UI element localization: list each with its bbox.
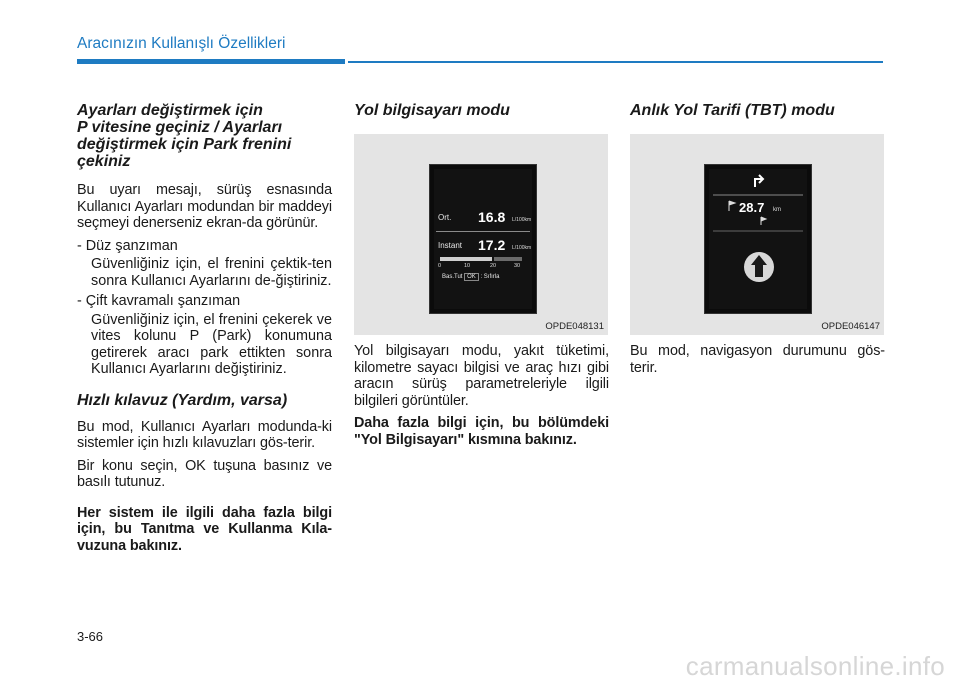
header-rule-thin (348, 61, 883, 63)
tick-0: 0 (438, 263, 442, 269)
cluster-display-trip (429, 164, 537, 314)
paragraph-trip-more-info: Daha fazla bilgi için, bu bölümdeki "Yol Bilgisayarı" kısmına bakınız. (354, 415, 609, 448)
destination-flag-icon (729, 201, 735, 211)
paragraph-quick-guide: Bu mod, Kullanıcı Ayarları modunda-ki sistemler için hızlı kılavuzları gös-terir. (77, 418, 332, 451)
instant-bar (440, 257, 492, 261)
avg-value: 16.8 (478, 209, 506, 225)
tick-20: 20 (490, 263, 497, 269)
waypoint-flag-icon (761, 217, 766, 225)
avg-label: Ort. (438, 213, 452, 222)
reset-hint: Bas.Tut OK : Sıfırla (442, 274, 500, 280)
tick-10: 10 (464, 263, 471, 269)
instant-unit: L/100km (512, 245, 532, 251)
section-header-title: Aracınızın Kullanışlı Özellikleri (77, 35, 286, 52)
display-separator (436, 231, 530, 232)
list-item-manual-label: - Düz şanzıman (77, 237, 178, 254)
instant-value: 17.2 (478, 237, 506, 253)
paragraph-select-topic: Bir konu seçin, OK tuşuna basınız ve basılı tutunuz. (77, 457, 332, 490)
figure-code: OPDE048131 (545, 321, 604, 332)
heading-park-brake: Ayarları değiştirmek için P vitesine geçiniz / Ayarları değiştirmek için Park frenini çekiniz (77, 102, 292, 170)
distance-unit: km (773, 207, 781, 213)
list-item-dct-text: Güvenliğiniz için, el frenini çekerek ve vites kolunu P (Park) konumuna getirerek aracı park ettikten sonra Kullanıcı Ayarlarını değiştiriniz. (91, 311, 332, 377)
watermark: carmanualsonline.info (685, 651, 945, 681)
tick-30: 30 (514, 263, 521, 269)
heading-trip-computer: Yol bilgisayarı modu (354, 102, 510, 119)
column-right (630, 102, 885, 382)
paragraph-trip-computer: Yol bilgisayarı modu, yakıt tüketimi, kilometre sayacı bilgisi ve araç hızı gibi aracın sürüş parametreleriyle ilgili bilgileri görüntüler. (354, 343, 609, 409)
column-middle (354, 102, 609, 454)
column-left (77, 102, 332, 560)
header-rule-thick (77, 59, 345, 64)
paragraph-warning: Bu uyarı mesajı, sürüş esnasında Kullanıcı Ayarları modundan bir maddeyi seçmeyi denerseniz ekran-da görünür. (77, 182, 332, 231)
instant-label: Instant (438, 241, 463, 250)
heading-tbt: Anlık Yol Tarifi (TBT) modu (630, 102, 835, 119)
cluster-display-tbt (704, 164, 812, 314)
paragraph-tbt: Bu mod, navigasyon durumunu gös-terir. (630, 343, 885, 376)
avg-unit: L/100km (512, 217, 532, 223)
paragraph-more-info: Her sistem ile ilgili daha fazla bilgi için, bu Tanıtma ve Kullanma Kıla-vuzuna bakınız. (77, 504, 332, 554)
figure-code: OPDE046147 (821, 321, 880, 332)
tbt-graphics (709, 169, 807, 309)
figure-tbt (630, 134, 884, 335)
distance-value: 28.7 (739, 200, 765, 215)
turn-right-icon (755, 175, 763, 187)
figure-trip-computer (354, 134, 608, 335)
heading-quick-guide: Hızlı kılavuz (Yardım, varsa) (77, 391, 288, 409)
page-number: 3-66 (77, 629, 104, 644)
instant-bar-track (494, 257, 522, 261)
list-item-manual-text: Güvenliğiniz için, el frenini çektik-ten sonra Kullanıcı Ayarlarını de-ğiştiriniz. (91, 256, 332, 289)
list-item-dct-label: - Çift kavramalı şanzıman (77, 293, 241, 309)
